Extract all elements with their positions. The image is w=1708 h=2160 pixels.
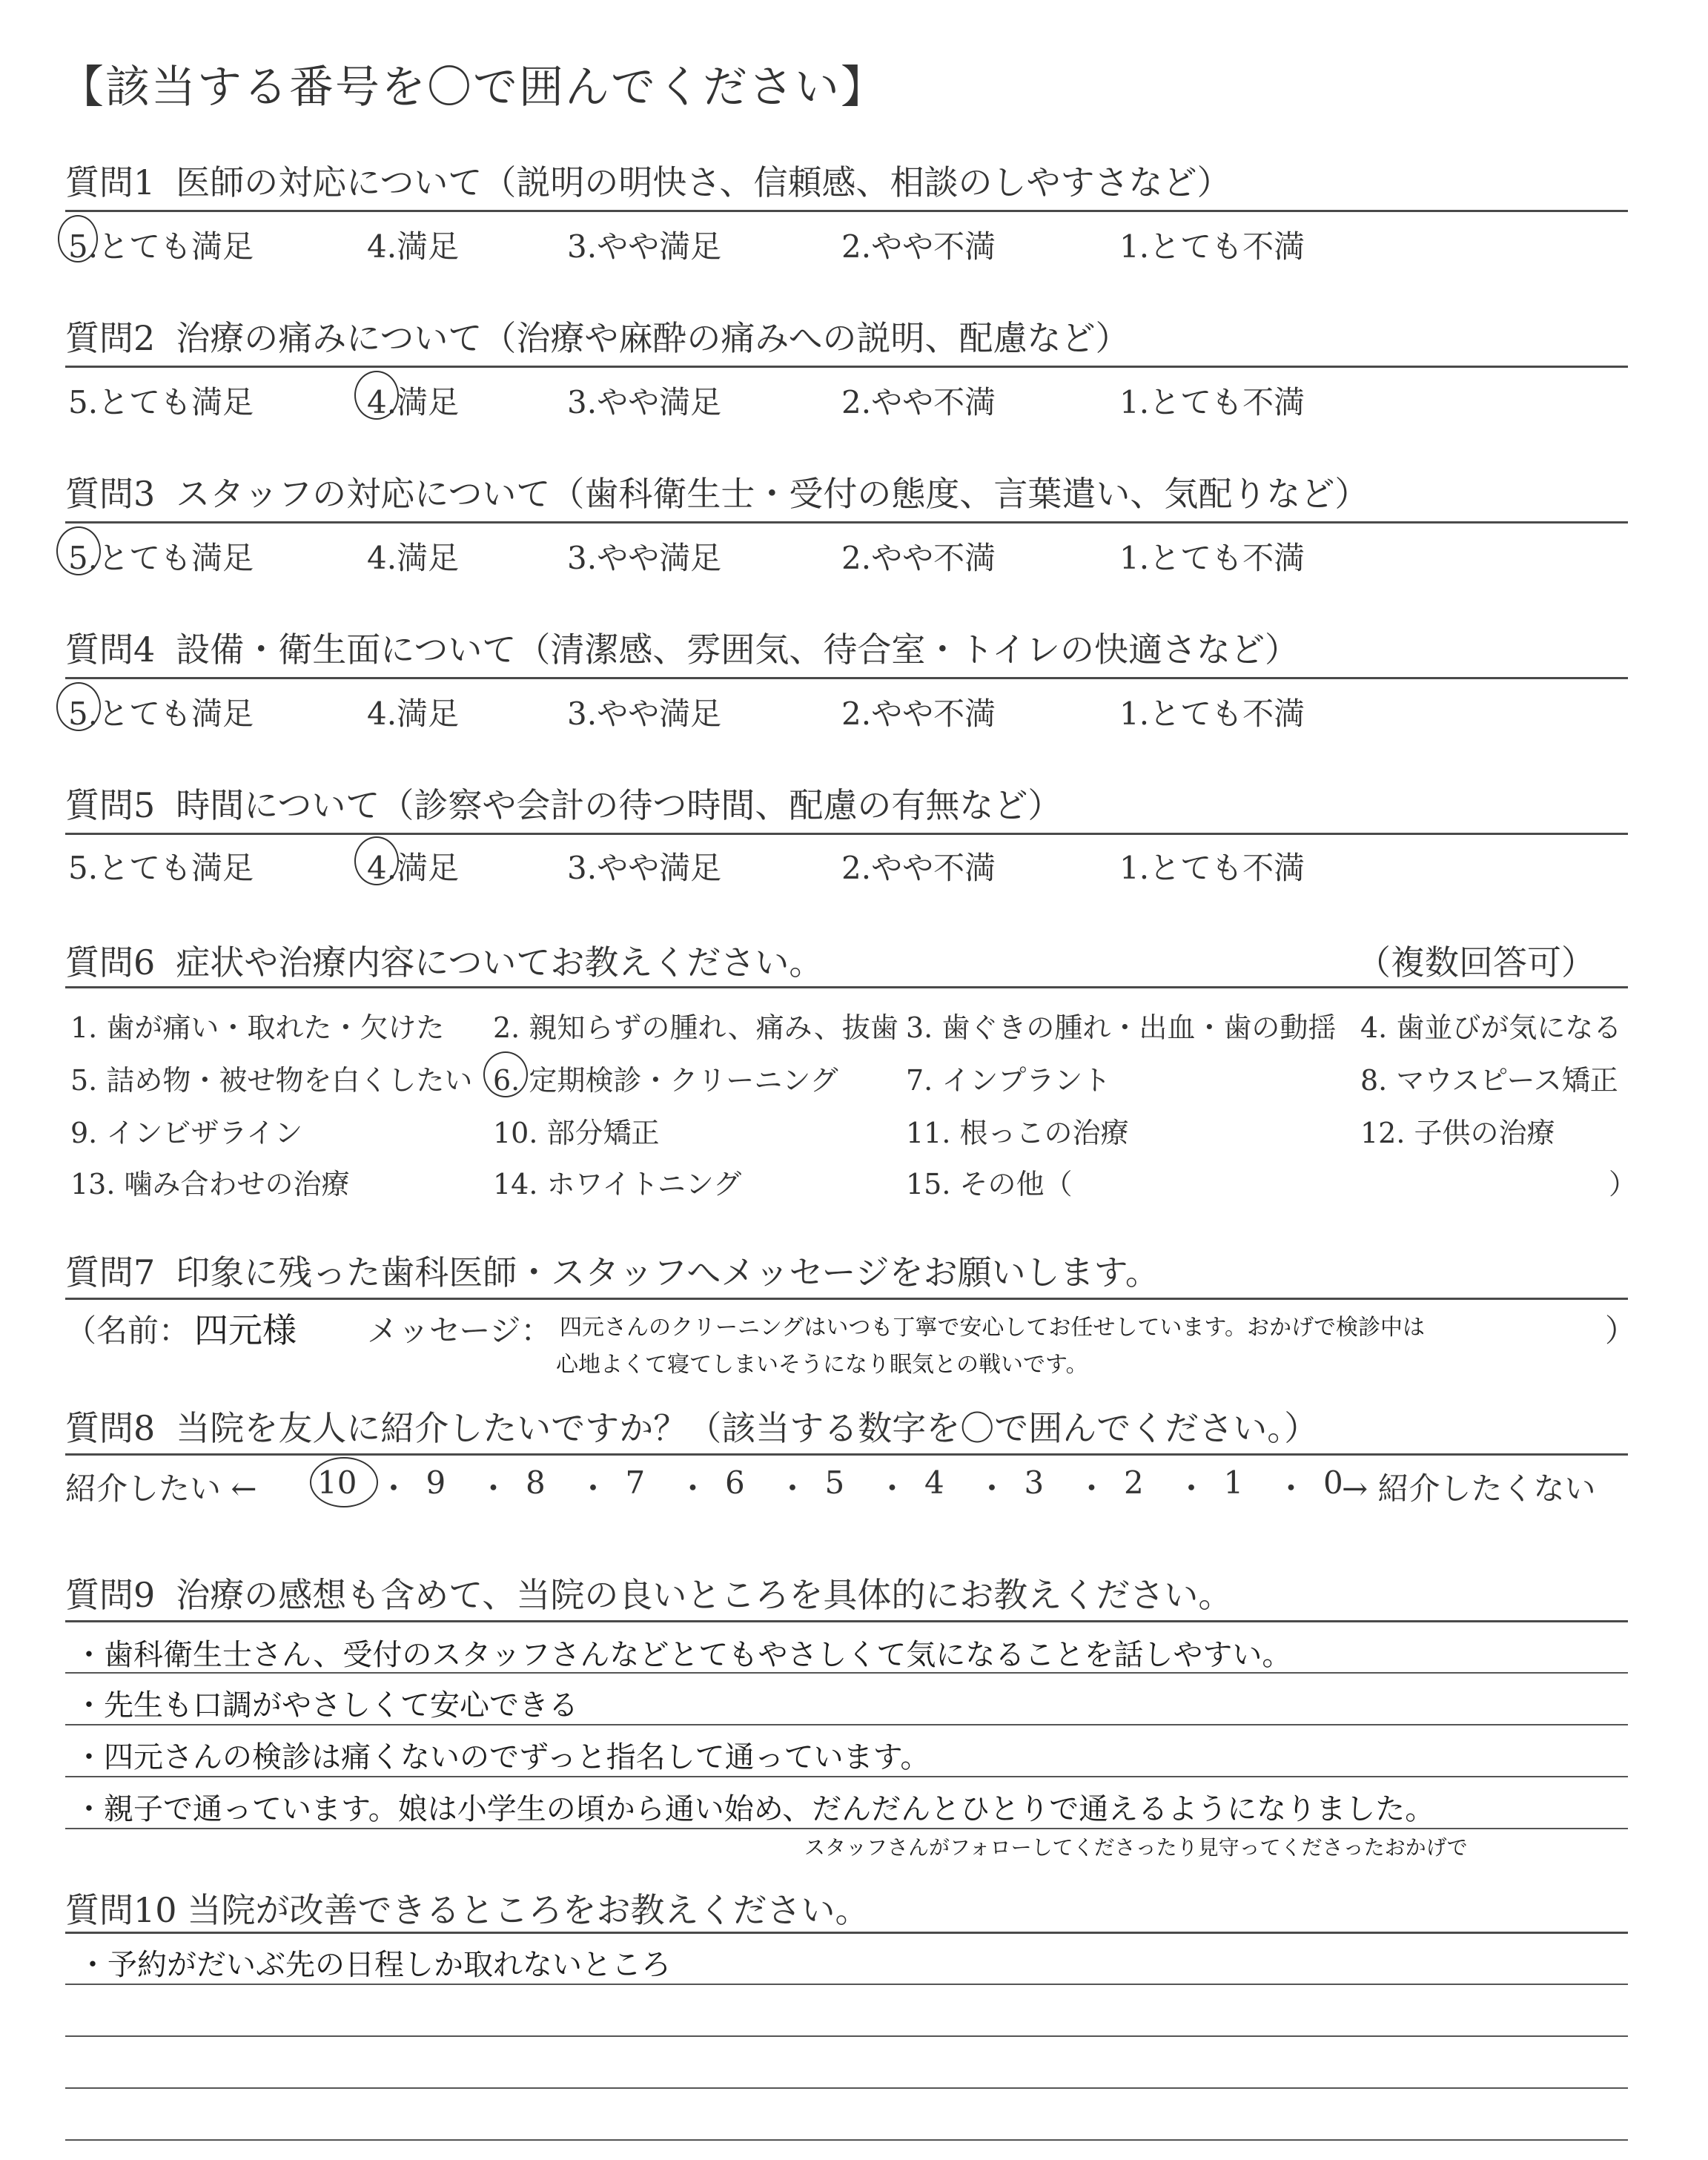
q7-message-label: メッセージ： bbox=[367, 1312, 552, 1349]
q1-option-1[interactable]: 1.とても不満 bbox=[1119, 228, 1305, 265]
question-2-label: 質問2 bbox=[65, 318, 156, 358]
q5-option-5[interactable]: 5.とても満足 bbox=[68, 850, 254, 886]
q2-option-2[interactable]: 2.やや不満 bbox=[841, 384, 996, 420]
divider bbox=[65, 1932, 1628, 1934]
q2-selection-circle bbox=[354, 371, 399, 420]
q6-option-7[interactable]: 7. インプラント bbox=[906, 1064, 1111, 1097]
q7-name-value[interactable]: 四元様 bbox=[194, 1310, 297, 1350]
q8-separator: ・ bbox=[1076, 1470, 1108, 1507]
answer-line bbox=[65, 1828, 1628, 1829]
q8-separator: ・ bbox=[777, 1470, 809, 1507]
q8-number-8[interactable]: 8 bbox=[526, 1464, 546, 1501]
q8-separator: ・ bbox=[577, 1470, 609, 1507]
q6-option-9[interactable]: 9. インビザライン bbox=[70, 1117, 303, 1149]
question-10-label: 質問10 bbox=[65, 1890, 177, 1930]
answer-line bbox=[65, 2139, 1628, 2141]
q6-option-14[interactable]: 14. ホワイトニング bbox=[493, 1168, 742, 1200]
question-6-note: （複数回答可） bbox=[1357, 942, 1595, 982]
q8-number-2[interactable]: 2 bbox=[1124, 1464, 1144, 1501]
q9-answer-line-2[interactable]: ・先生も口調がやさしくて安心できる bbox=[74, 1688, 578, 1723]
q4-option-5[interactable]: 5.とても満足 bbox=[68, 696, 254, 732]
q8-separator: ・ bbox=[477, 1470, 509, 1507]
divider bbox=[65, 677, 1628, 679]
q8-selection-circle bbox=[310, 1457, 378, 1507]
question-9-label: 質問9 bbox=[65, 1575, 156, 1615]
question-4-text: 設備・衛生面について（清潔感、雰囲気、待合室・トイレの快適さなど） bbox=[176, 630, 1300, 670]
q5-option-1[interactable]: 1.とても不満 bbox=[1119, 850, 1305, 886]
answer-line bbox=[65, 2035, 1628, 2037]
question-3-label: 質問3 bbox=[65, 474, 156, 514]
q6-option-15-close: ） bbox=[1609, 1168, 1638, 1200]
q8-separator: ・ bbox=[1275, 1470, 1307, 1507]
q7-message-line1[interactable]: 四元さんのクリーニングはいつも丁寧で安心してお任せしています。おかげで検診中は bbox=[560, 1315, 1425, 1341]
question-9-text: 治療の感想も含めて、当院の良いところを具体的にお教えください。 bbox=[176, 1575, 1233, 1615]
q8-right-label: → 紹介したくない bbox=[1342, 1470, 1596, 1507]
question-1-text: 医師の対応について（説明の明快さ、信頼感、相談のしやすさなど） bbox=[176, 162, 1231, 202]
q8-separator: ・ bbox=[1176, 1470, 1208, 1507]
question-5-label: 質問5 bbox=[65, 785, 156, 825]
question-9 bbox=[65, 1568, 1232, 1617]
q2-option-3[interactable]: 3.やや満足 bbox=[567, 384, 722, 420]
q6-option-4[interactable]: 4. 歯並びが気になる bbox=[1360, 1011, 1622, 1044]
q7-name-label: （名前： bbox=[65, 1312, 191, 1349]
q8-number-1[interactable]: 1 bbox=[1223, 1464, 1244, 1501]
q2-option-4[interactable]: 4.満足 bbox=[367, 384, 460, 420]
q8-separator: ・ bbox=[976, 1470, 1008, 1507]
q10-answer-line-1[interactable]: ・予約がだいぶ先の日程しか取れないところ bbox=[78, 1948, 671, 1982]
q1-option-5[interactable]: 5.とても満足 bbox=[68, 228, 254, 265]
answer-line bbox=[65, 1672, 1628, 1674]
question-2 bbox=[65, 311, 1129, 360]
q8-number-3[interactable]: 3 bbox=[1024, 1464, 1045, 1501]
divider bbox=[65, 986, 1628, 988]
question-1-label: 質問1 bbox=[65, 162, 156, 202]
q3-option-2[interactable]: 2.やや不満 bbox=[841, 540, 996, 576]
q8-number-9[interactable]: 9 bbox=[426, 1464, 446, 1501]
q6-option-6[interactable]: 6. 定期検診・クリーニング bbox=[493, 1064, 838, 1097]
divider bbox=[65, 210, 1628, 212]
q1-option-2[interactable]: 2.やや不満 bbox=[841, 228, 996, 265]
q5-selection-circle bbox=[354, 836, 399, 885]
question-8-label: 質問8 bbox=[65, 1408, 156, 1448]
q5-option-4[interactable]: 4.満足 bbox=[367, 850, 460, 886]
q6-option-5[interactable]: 5. 詰め物・被せ物を白くしたい bbox=[70, 1064, 473, 1097]
question-8-text: 当院を友人に紹介したいですか？（該当する数字を〇で囲んでください。） bbox=[176, 1408, 1319, 1448]
q1-option-3[interactable]: 3.やや満足 bbox=[567, 228, 722, 265]
q8-separator: ・ bbox=[876, 1470, 908, 1507]
question-6-label: 質問6 bbox=[65, 942, 156, 982]
divider bbox=[65, 1453, 1628, 1456]
q9-answer-line-1[interactable]: ・歯科衛生士さん、受付のスタッフさんなどとてもやさしくて気になることを話しやすい。 bbox=[74, 1638, 1292, 1672]
question-10-text: 当院が改善できるところをお教えください。 bbox=[187, 1890, 870, 1930]
q6-selection-circle bbox=[483, 1051, 528, 1097]
question-2-text: 治療の痛みについて（治療や麻酔の痛みへの説明、配慮など） bbox=[176, 318, 1130, 358]
q3-option-5[interactable]: 5.とても満足 bbox=[68, 540, 254, 576]
question-4 bbox=[65, 623, 1299, 672]
q8-number-4[interactable]: 4 bbox=[924, 1464, 944, 1501]
q8-number-10[interactable]: 10 bbox=[317, 1464, 357, 1501]
q6-option-15[interactable]: 15. その他（ bbox=[906, 1168, 1073, 1200]
form-title: 【該当する番号を〇で囲んでください】 bbox=[59, 62, 887, 113]
q2-option-5[interactable]: 5.とても満足 bbox=[68, 384, 254, 420]
q6-option-1[interactable]: 1. 歯が痛い・取れた・欠けた bbox=[70, 1011, 445, 1044]
answer-line bbox=[65, 1776, 1628, 1777]
q6-option-3[interactable]: 3. 歯ぐきの腫れ・出血・歯の動揺 bbox=[906, 1011, 1337, 1044]
question-6-text: 症状や治療内容についてお教えください。 bbox=[176, 942, 824, 982]
question-3 bbox=[65, 467, 1368, 516]
question-7-label: 質問7 bbox=[65, 1252, 156, 1292]
q8-left-label: 紹介したい ← bbox=[65, 1470, 257, 1507]
q1-option-4[interactable]: 4.満足 bbox=[367, 228, 460, 265]
q4-option-1[interactable]: 1.とても不満 bbox=[1119, 696, 1305, 732]
q8-number-7[interactable]: 7 bbox=[625, 1464, 646, 1501]
question-5 bbox=[65, 779, 1062, 828]
question-5-text: 時間について（診察や会計の待つ時間、配慮の有無など） bbox=[176, 785, 1062, 825]
q4-option-4[interactable]: 4.満足 bbox=[367, 696, 460, 732]
q3-selection-circle bbox=[56, 526, 101, 575]
answer-line bbox=[65, 1984, 1628, 1985]
question-7-text: 印象に残った歯科医師・スタッフへメッセージをお願いします。 bbox=[176, 1252, 1159, 1292]
q4-selection-circle bbox=[56, 682, 101, 731]
q6-option-10[interactable]: 10. 部分矯正 bbox=[493, 1117, 660, 1149]
q6-option-13[interactable]: 13. 噛み合わせの治療 bbox=[70, 1168, 350, 1200]
q3-option-4[interactable]: 4.満足 bbox=[367, 540, 460, 576]
divider bbox=[65, 1298, 1628, 1300]
q9-answer-line-4[interactable]: ・親子で通っています。娘は小学生の頃から通い始め、だんだんとひとりで通えるようになりました。 bbox=[74, 1792, 1435, 1826]
q9-inserted-note[interactable]: スタッフさんがフォローしてくださったり見守ってくださったおかげで bbox=[804, 1835, 1468, 1860]
divider bbox=[65, 1620, 1628, 1622]
q5-option-2[interactable]: 2.やや不満 bbox=[841, 850, 996, 886]
q8-separator: ・ bbox=[378, 1470, 410, 1507]
q1-selection-circle bbox=[58, 215, 98, 262]
q6-option-8[interactable]: 8. マウスピース矯正 bbox=[1360, 1064, 1618, 1097]
q8-separator: ・ bbox=[677, 1470, 709, 1507]
q8-number-0[interactable]: 0 bbox=[1323, 1464, 1343, 1501]
question-10 bbox=[65, 1883, 870, 1932]
q6-option-2[interactable]: 2. 親知らずの腫れ、痛み、抜歯 bbox=[493, 1011, 898, 1044]
question-1 bbox=[65, 156, 1231, 205]
divider bbox=[65, 833, 1628, 835]
q7-close-paren: ） bbox=[1605, 1312, 1637, 1349]
answer-line bbox=[65, 2087, 1628, 2089]
question-7 bbox=[65, 1246, 1159, 1295]
q5-option-3[interactable]: 3.やや満足 bbox=[567, 850, 722, 886]
question-3-text: スタッフの対応について（歯科衛生士・受付の態度、言葉遣い、気配りなど） bbox=[176, 474, 1369, 514]
q6-option-12[interactable]: 12. 子供の治療 bbox=[1360, 1117, 1555, 1149]
q3-option-3[interactable]: 3.やや満足 bbox=[567, 540, 722, 576]
divider bbox=[65, 366, 1628, 368]
q4-option-2[interactable]: 2.やや不満 bbox=[841, 696, 996, 732]
q2-option-1[interactable]: 1.とても不満 bbox=[1119, 384, 1305, 420]
q7-message-line2[interactable]: 心地よくて寝てしまいそうになり眠気との戦いです。 bbox=[556, 1352, 1088, 1378]
question-6 bbox=[65, 936, 823, 985]
q8-number-5[interactable]: 5 bbox=[824, 1464, 845, 1501]
q4-option-3[interactable]: 3.やや満足 bbox=[567, 696, 722, 732]
q9-answer-line-3[interactable]: ・四元さんの検診は痛くないのでずっと指名して通っています。 bbox=[74, 1740, 930, 1774]
divider bbox=[65, 521, 1628, 524]
q3-option-1[interactable]: 1.とても不満 bbox=[1119, 540, 1305, 576]
answer-line bbox=[65, 1724, 1628, 1725]
question-4-label: 質問4 bbox=[65, 630, 156, 670]
question-8 bbox=[65, 1401, 1318, 1450]
q8-number-6[interactable]: 6 bbox=[725, 1464, 745, 1501]
q6-option-11[interactable]: 11. 根っこの治療 bbox=[906, 1117, 1129, 1149]
